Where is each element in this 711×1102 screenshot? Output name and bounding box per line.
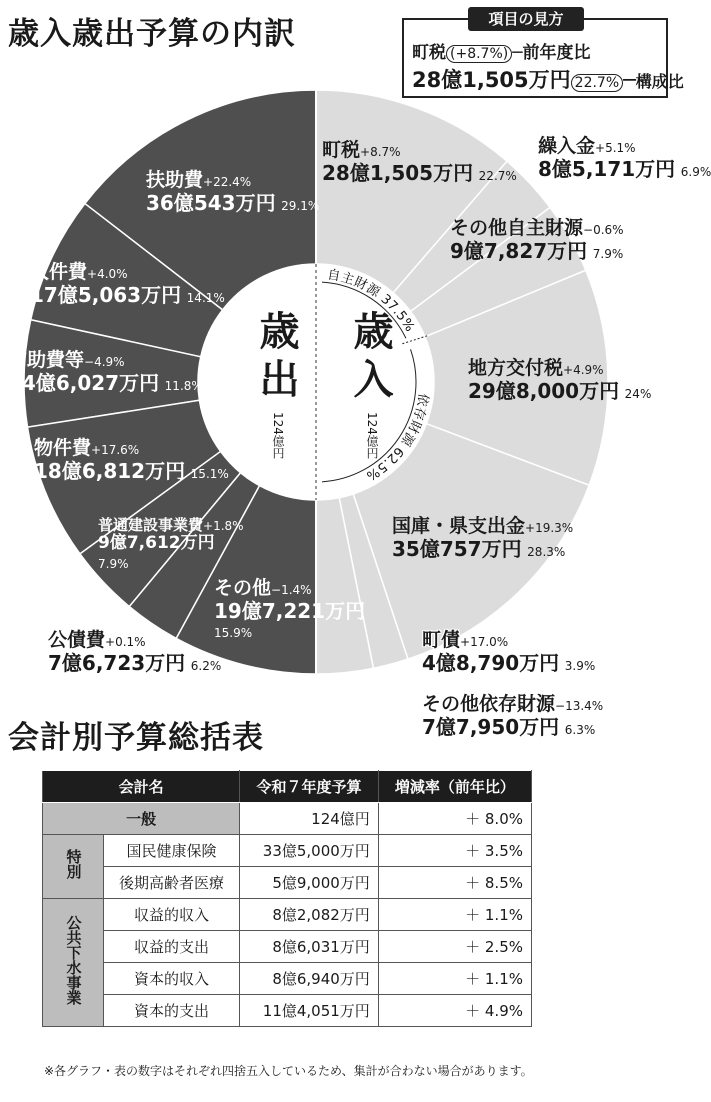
row-name: 収益的支出 — [103, 931, 239, 963]
legend-example-share: 22.7% — [571, 74, 623, 92]
general-account-name: 一般 — [43, 803, 240, 835]
legend-example-share-desc: 構成比 — [635, 72, 684, 91]
row-name: 後期高齢者医療 — [103, 867, 239, 899]
row-rate: ＋ 1.1% — [378, 899, 531, 931]
slice-label-rev-4: 国庫・県支出金+19.3% 35億757万円 28.3% — [392, 515, 574, 561]
row-name: 国民健康保険 — [103, 835, 239, 867]
row-name: 資本的収入 — [103, 963, 239, 995]
slice-label-rev-2: その他自主財源−0.6% 9億7,827万円 7.9% — [450, 217, 624, 263]
own-source-label: 自主財源 37.5% — [326, 267, 417, 335]
general-account-rate: ＋ 8.0% — [378, 803, 531, 835]
table-header-account: 会計名 — [43, 771, 240, 803]
row-budget: 8億2,082万円 — [240, 899, 379, 931]
budget-summary-table — [42, 770, 532, 1027]
page-title: 歳入歳出予算の内訳 — [8, 16, 296, 52]
slice-label-exp-2: 補助費等−4.9% 14億6,027万円 11.8% — [8, 349, 203, 395]
row-rate: ＋ 3.5% — [378, 835, 531, 867]
legend-line-1: 町税 (+8.7%) ─前年度比 — [412, 43, 591, 63]
row-rate: ＋ 2.5% — [378, 931, 531, 963]
row-name: 収益的収入 — [103, 899, 239, 931]
slice-label-exp-3: 物件費+17.6% 18億6,812万円 15.1% — [34, 437, 229, 483]
legend-example-rate: (+8.7%) — [446, 45, 512, 63]
expenditure-total: 124億円 — [271, 412, 285, 459]
table-row — [43, 899, 532, 931]
row-rate: ＋ 4.9% — [378, 995, 531, 1027]
table-row — [43, 803, 532, 835]
legend-header: 項目の見方 — [468, 7, 584, 31]
legend-example-rate-desc: 前年度比 — [522, 43, 591, 63]
table-title: 会計別予算総括表 — [8, 720, 264, 756]
table-header-rate: 増減率（前年比） — [378, 771, 531, 803]
slice-label-exp-1: 人件費+4.0% 17億5,063万円 14.1% — [30, 261, 225, 307]
row-name: 資本的支出 — [103, 995, 239, 1027]
general-account-budget: 124億円 — [240, 803, 379, 835]
legend-line-2: 28億1,505万円 22.7% ─構成比 — [412, 68, 684, 92]
group-label-special — [43, 835, 104, 899]
expenditure-center-label: 歳出 — [253, 310, 299, 406]
row-rate: ＋ 1.1% — [378, 963, 531, 995]
dependent-source-label: 依存財源 62.5% — [363, 392, 431, 483]
slice-label-rev-5: 町債+17.0% 4億8,790万円 3.9% — [422, 629, 596, 675]
row-budget: 33億5,000万円 — [240, 835, 379, 867]
table-row — [43, 931, 532, 963]
group-label-text: 特別 — [64, 849, 83, 880]
group-label-sewer — [43, 899, 104, 1027]
slice-label-exp-0: 扶助費+22.4% 36億543万円 29.1% — [146, 169, 320, 215]
revenue-center-label: 歳入 — [347, 310, 393, 406]
row-budget: 8億6,031万円 — [240, 931, 379, 963]
slice-label-exp-6: その他−1.4% 19億7,221万円 15.9% — [214, 577, 366, 640]
table-row — [43, 963, 532, 995]
slice-label-rev-1: 繰入金+5.1% 8億5,171万円 6.9% — [538, 135, 711, 181]
slice-label-rev-6: その他依存財源−13.4% 7億7,950万円 6.3% — [422, 693, 604, 739]
table-row — [43, 995, 532, 1027]
table-row — [43, 867, 532, 899]
row-rate: ＋ 8.5% — [378, 867, 531, 899]
table-header-budget: 令和７年度予算 — [240, 771, 379, 803]
revenue-total: 124億円 — [365, 412, 379, 459]
slice-label-exp-5: 公債費+0.1% 7億6,723万円 6.2% — [48, 629, 222, 675]
legend-example-amount: 28億1,505万円 — [412, 68, 571, 92]
legend-example-name: 町税 — [412, 43, 446, 63]
row-budget: 8億6,940万円 — [240, 963, 379, 995]
footnote: ※各グラフ・表の数字はそれぞれ四捨五入しているため、集計が合わない場合があります。 — [44, 1064, 533, 1078]
table-row — [43, 835, 532, 867]
slice-label-rev-3: 地方交付税+4.9% 29億8,000万円 24% — [468, 357, 652, 403]
group-label-text: 公共下水事業 — [64, 915, 83, 1006]
row-budget: 5億9,000万円 — [240, 867, 379, 899]
slice-label-rev-0: 町税+8.7% 28億1,505万円 22.7% — [322, 139, 517, 185]
row-budget: 11億4,051万円 — [240, 995, 379, 1027]
slice-label-exp-4: 普通建設事業費+1.8% 9億7,612万円 7.9% — [98, 516, 244, 571]
